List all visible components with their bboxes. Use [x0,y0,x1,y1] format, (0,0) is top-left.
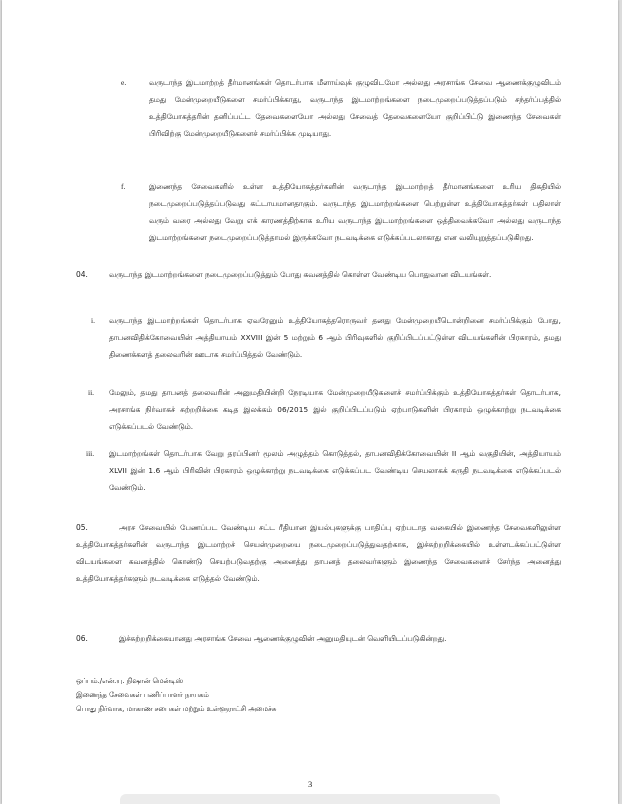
item-e-text: வருடாந்த இடமாற்றத் தீர்மானங்கள் தொடர்பாக மீளாய்வுக் குழுவிடமோ அல்லது அரசாங்க சேவை ஆணைக்குழுவிடம் தமது மேன்முறையீடுகளை சமர்ப்பிக்காது, வருடாந்த இடமாற்றங்களை நடைமுறைப்படுத்தப்படும் சந்தர்ப்பத்தில் உத்தியோகத்தரின் தனிப்பட்ட தேவைகளையோ அல்லது சேவைத் தேவைகளையோ குறிப்பிட்டு இணைந்த சேவைகள் பிரிவிற்கு மேன்முறையீடுகளைச் சமர்ப்பிக்க முடியாது. [149,78,561,138]
item-marker-f: f. [121,182,126,191]
subitem-i-text: வருடாந்த இடமாற்றங்கள் தொடர்பாக ஏவரேனும் உத்தியோகத்தரொருவர் தனது மேன்முறையீடொன்றினை சமர்ப்பிக்கும் போது, தாபனவிதிக்கோவையின் அத்தியாயம் XXVIII இன் 5 மற்றும் 6 ஆம் பிரிவுகளில் குறிப்பிடப்பட்டுள்ள விடயங்களின் பிரகாரம், தமது திணைக்களத் தலைவரின் ஊடாக சமர்ப்பித்தல் வேண்டும். [109,316,561,359]
item-marker-e: e. [121,78,127,87]
viewer-bottom-bar [120,794,500,804]
document-page [2,0,618,804]
subitem-marker-iii: iii. [86,449,95,458]
section-04-heading: வருடாந்த இடமாற்றங்களை நடைமுறைப்படுத்தும் போது கவனத்தில் கொள்ள வேண்டிய பொதுவான விடயங்கள். [109,270,492,279]
signature-name: ஒப்பம்./என்.யு. நிஷான் மென்டிஸ் [76,677,183,685]
subitem-iii-text: இடமாற்றங்கள் தொடர்பாக வேறு தரப்பினர் மூலம் அழுத்தம் கொடுத்தல், தாபனவிதிக்கோவையின் II ஆம் வகுதியின், அத்தியாயம் XLVII இன் 1.6 ஆம் பிரிவின் பிரகாரம் ஒழுக்காற்று நடவடிக்கை எடுக்கப்பட வேண்டிய செயலாகக் கருதி நடவடிக்கை எடுக்கப்படல் வேண்டும். [109,449,561,492]
section-05-text: அரச சேவையில் பேணப்பட வேண்டிய சட்ட ரீதியான இயல்புகளுக்கு பாதிப்பு ஏற்படாத வகையில் இணைந்த சேவைகளிலுள்ள உத்தியோகத்தர்களின் வருடாந்த இடமாற்றச் செயன்முறையை நடைமுறைப்படுத்துவதற்காக, இச்சுற்றறிக்கையில் உள்ளடக்கப்பட்டுள்ள விடயங்களை கவனத்தில் கொண்டு செயற்படுவதற்கு அனைத்து தாபனத் தலைவர்களும் இணைந்த சேவைகளைச் சேர்ந்த அனைத்து உத்தியோகத்தர்களும் நடவடிக்கை எடுத்தல் வேண்டும். [76,523,561,583]
signature-title: இணைந்த சேவைகள் பணிப்பாளர் நாயகம் [76,691,209,699]
item-f-text: இணைந்த சேவைகளில் உள்ள உத்தியோகத்தர்களின் வருடாந்த இடமாற்றத் தீர்மானங்களை உரிய திகதியில் நடைமுறைப்படுத்தப்படுவது கட்டாயமானதாகும். வருடாந்த இடமாற்றங்களை பெற்றுள்ள உத்தியோகத்தர்கள் பதிலாள் வரும் வரை அல்லது வேறு எக் காரணத்திற்காக உரிய வருடாந்த இடமாற்றங்களை ஒத்திவைக்கவோ அல்லது வருடாந்த இடமாற்றங்களை நடைமுறைப்படுத்தாமல் இருக்கவோ நடவடிக்கை எடுக்கப்படலாகாது என வலியுறுத்தப்படுகிறது. [149,182,561,242]
section-05-number: 05. [76,523,88,532]
section-04-number: 04. [76,270,88,279]
section-06-text: இச்சுற்றறிக்கையானது அரசாங்க சேவை ஆணைக்குழுவின் அனுமதியுடன் வெளியிடப்படுகின்றது. [119,634,447,643]
subitem-marker-ii: ii. [88,388,95,397]
page-number: 3 [308,779,313,789]
subitem-marker-i: i. [91,316,95,325]
section-06-number: 06. [76,634,88,643]
subitem-ii-text: மேலும், தமது தாபனத் தலைவரின் அனுமதியின்றி நேரடியாக மேன்முறையீடுகளைச் சமர்ப்பிக்கும் உத்தியோகத்தர்கள் தொடர்பாக, அரசாங்க நிர்வாகச் சுற்றறிக்கை கடித இலக்கம் 06/2015 இல் குறிப்பிடப்படும் ஏற்பாடுகளின் பிரகாரம் ஒழுக்காற்று நடவடிக்கை எடுக்கப்படல் வேண்டும். [109,388,561,431]
signature-ministry: பொது நிர்வாக, மாகாண சபைகள் மற்றும் உள்ளூராட்சி அமைச்சு [76,705,277,713]
